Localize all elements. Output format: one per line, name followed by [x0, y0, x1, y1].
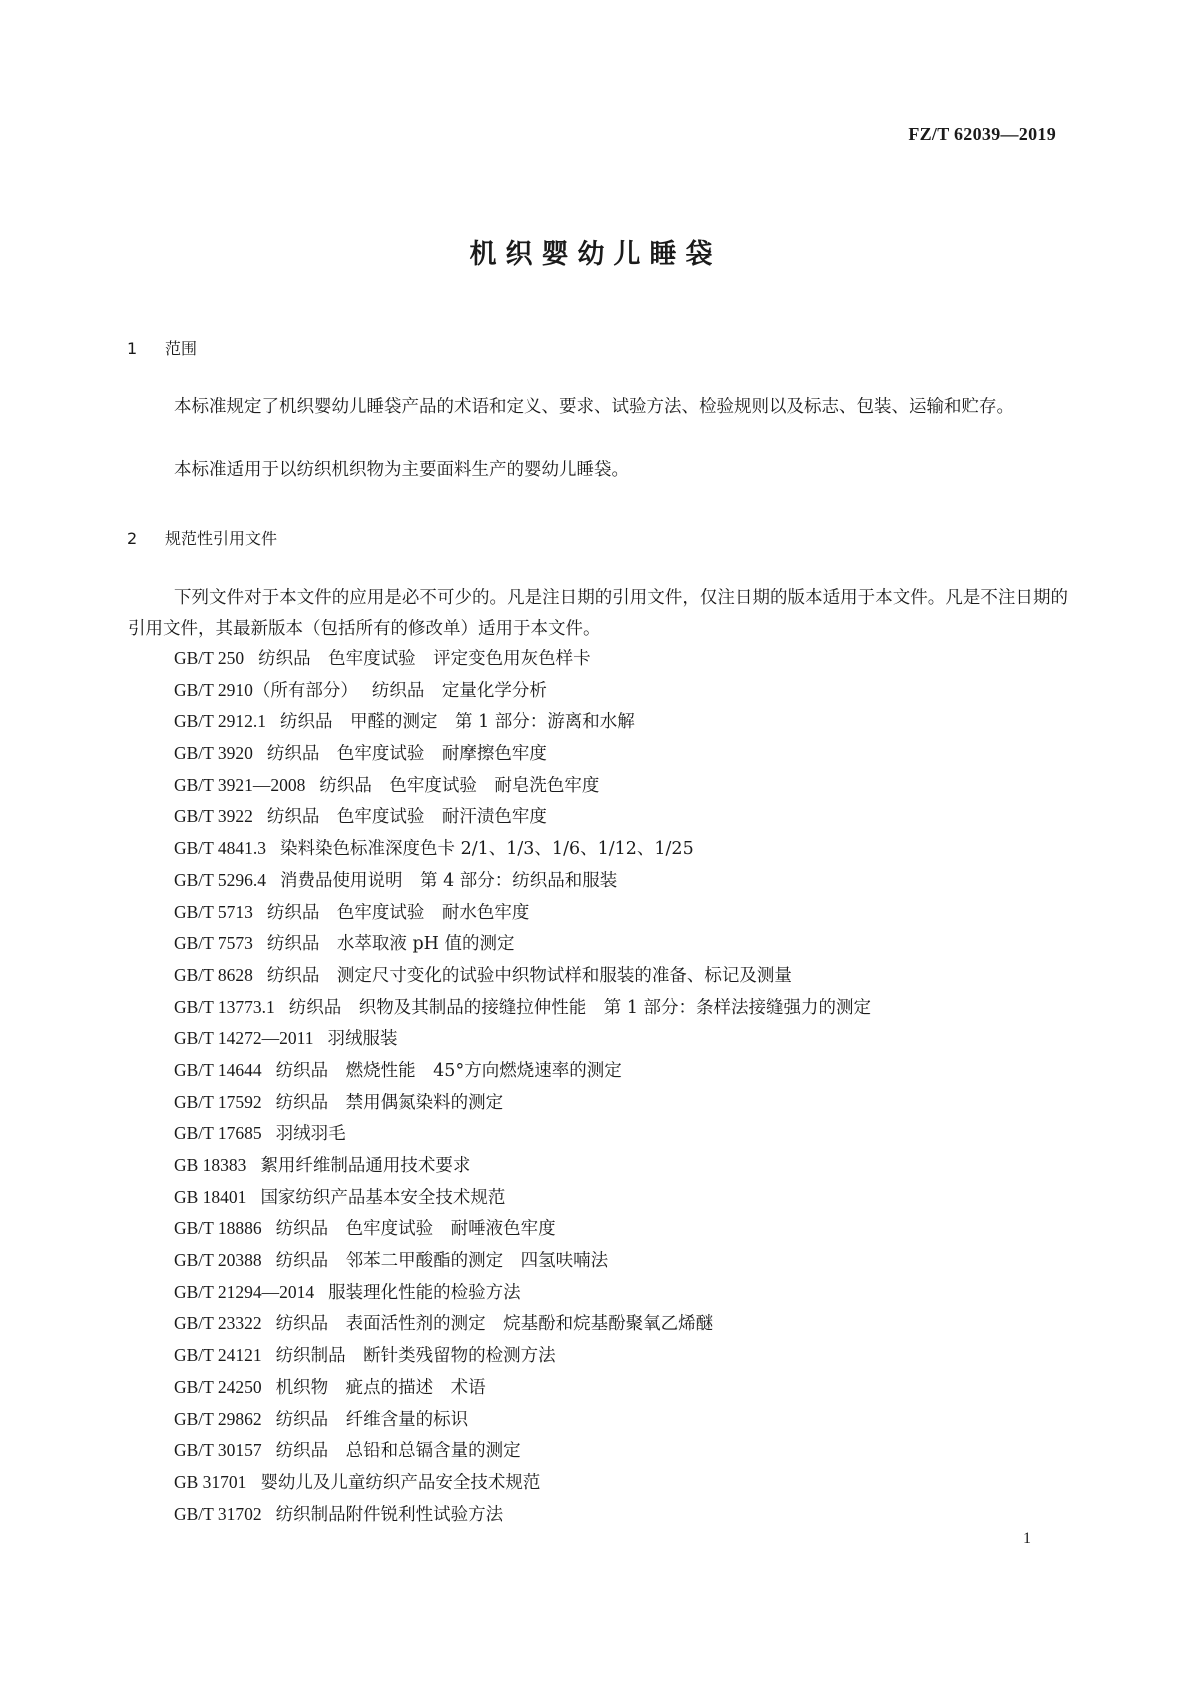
reference-item — [174, 960, 871, 992]
reference-code: GB/T 2912.1 — [174, 711, 267, 732]
reference-title: 染料染色标准深度色卡 2/1、1/3、1/6、1/12、1/25 — [280, 839, 694, 860]
reference-title: 纺织品 色牢度试验 评定变色用灰色样卡 — [258, 649, 591, 669]
reference-item — [174, 865, 871, 897]
section-number: 1 — [127, 339, 138, 358]
section-number: 2 — [127, 529, 138, 548]
reference-code: GB/T 5296.4 — [174, 869, 267, 890]
reference-code: GB/T 14644 — [174, 1059, 262, 1080]
reference-title: 纺织品 燃烧性能 45°方向燃烧速率的测定 — [275, 1060, 622, 1081]
reference-item — [174, 1435, 871, 1467]
reference-code: GB/T 3920 — [174, 743, 253, 764]
reference-code: GB/T 24250 — [174, 1376, 262, 1397]
references-intro-paragraph: 下列文件对于本文件的应用是必不可少的。凡是注日期的引用文件，仅注日期的版本适用于本文件。凡是不注日期的引用文件，其最新版本（包括所有的修改单）适用于本文件。 — [128, 588, 1068, 639]
reference-code: GB/T 21294—2014 — [174, 1281, 315, 1302]
reference-title: 纺织品 甲醛的测定 第 1 部分：游离和水解 — [280, 712, 635, 733]
reference-code: GB 18383 — [174, 1155, 247, 1175]
reference-title: 消费品使用说明 第 4 部分：纺织品和服装 — [280, 870, 618, 891]
reference-item — [174, 992, 871, 1024]
reference-item — [174, 1055, 871, 1087]
reference-title: 服装理化性能的检验方法 — [328, 1282, 521, 1303]
reference-title: 絮用纤维制品通用技术要求 — [260, 1156, 471, 1176]
reference-item — [174, 1499, 871, 1531]
reference-code: GB 18401 — [174, 1186, 247, 1207]
reference-title: 羽绒服装 — [327, 1029, 398, 1050]
reference-code: GB/T 4841.3 — [174, 838, 267, 859]
reference-title: 纺织品 织物及其制品的接缝拉伸性能 第 1 部分：条样法接缝强力的测定 — [288, 997, 872, 1018]
page-number: 1 — [1023, 1530, 1031, 1547]
reference-code: GB/T 8628 — [174, 964, 253, 985]
reference-code: GB/T 20388 — [174, 1250, 262, 1271]
reference-item — [174, 770, 871, 802]
reference-code: GB/T 3922 — [174, 806, 253, 827]
standard-code: FZ/T 62039—2019 — [908, 124, 1056, 144]
reference-title: 纺织品 色牢度试验 耐水色牢度 — [266, 902, 530, 923]
reference-item — [174, 801, 871, 833]
reference-code: GB/T 3921—2008 — [174, 774, 306, 795]
reference-item — [174, 1340, 871, 1372]
reference-code: GB/T 14272—2011 — [174, 1028, 314, 1049]
reference-code: GB/T 5713 — [174, 901, 253, 922]
reference-item — [174, 928, 871, 960]
reference-title: 纺织品 禁用偶氮染料的测定 — [275, 1092, 504, 1113]
reference-title: 纺织品 总铅和总镉含量的测定 — [275, 1441, 521, 1462]
reference-title: 纺织品 色牢度试验 耐唾液色牢度 — [275, 1219, 556, 1240]
reference-title: 机织物 疵点的描述 术语 — [275, 1377, 486, 1398]
reference-title: 国家纺织产品基本安全技术规范 — [260, 1187, 506, 1208]
section-heading-normative-references — [127, 526, 277, 549]
reference-code: GB/T 2910（所有部分） — [174, 679, 358, 700]
reference-code: GB/T 31702 — [174, 1503, 262, 1524]
reference-item — [174, 1404, 871, 1436]
reference-item — [174, 1150, 871, 1182]
document-title: 机织婴幼儿睡袋 — [469, 239, 722, 270]
reference-title: 纺织品 邻苯二甲酸酯的测定 四氢呋喃法 — [275, 1251, 609, 1272]
reference-item — [174, 1118, 871, 1150]
reference-title: 纺织品 表面活性剂的测定 烷基酚和烷基酚聚氧乙烯醚 — [275, 1314, 714, 1335]
reference-item — [174, 643, 871, 675]
reference-code: GB/T 30157 — [174, 1440, 262, 1461]
reference-code: GB/T 13773.1 — [174, 996, 275, 1017]
reference-code: GB/T 250 — [174, 648, 245, 668]
scope-paragraph-2: 本标准适用于以纺织机织物为主要面料生产的婴幼儿睡袋。 — [174, 460, 629, 480]
reference-item — [174, 1467, 871, 1499]
reference-title: 纺织品 色牢度试验 耐皂洗色牢度 — [319, 775, 600, 796]
reference-title: 纺织制品附件锐利性试验方法 — [275, 1504, 504, 1525]
reference-code: GB/T 17685 — [174, 1123, 262, 1144]
reference-item — [174, 1372, 871, 1404]
reference-item — [174, 706, 871, 738]
reference-code: GB 31701 — [174, 1471, 247, 1492]
section-title: 范围 — [165, 339, 198, 358]
reference-code: GB/T 7573 — [174, 933, 253, 954]
reference-title: 纺织品 色牢度试验 耐摩擦色牢度 — [266, 744, 547, 765]
reference-item — [174, 1087, 871, 1119]
reference-item — [174, 1308, 871, 1340]
reference-code: GB/T 17592 — [174, 1091, 262, 1112]
reference-item — [174, 1213, 871, 1245]
reference-code: GB/T 23322 — [174, 1313, 262, 1334]
reference-code: GB/T 24121 — [174, 1345, 262, 1366]
reference-title: 纺织品 测定尺寸变化的试验中织物试样和服装的准备、标记及测量 — [266, 965, 792, 986]
section-title: 规范性引用文件 — [165, 529, 278, 548]
scope-paragraph-1: 本标准规定了机织婴幼儿睡袋产品的术语和定义、要求、试验方法、检验规则以及标志、包装、运输和贮存。 — [174, 397, 1014, 417]
reference-list — [174, 643, 871, 1530]
reference-title: 婴幼儿及儿童纺织产品安全技术规范 — [260, 1472, 541, 1493]
reference-item — [174, 1182, 871, 1214]
reference-item — [174, 1023, 871, 1055]
reference-code: GB/T 18886 — [174, 1218, 262, 1239]
reference-title: 纺织品 定量化学分析 — [371, 680, 547, 701]
reference-title: 纺织品 水萃取液 pH 值的测定 — [266, 934, 515, 955]
reference-item — [174, 833, 871, 865]
reference-item — [174, 1277, 871, 1309]
reference-item — [174, 897, 871, 929]
reference-item — [174, 675, 871, 707]
reference-code: GB/T 29862 — [174, 1408, 262, 1429]
reference-title: 纺织品 色牢度试验 耐汗渍色牢度 — [266, 807, 547, 828]
reference-item — [174, 738, 871, 770]
section-heading-scope — [127, 336, 197, 359]
reference-title: 纺织品 纤维含量的标识 — [275, 1409, 469, 1430]
reference-title: 纺织制品 断针类残留物的检测方法 — [275, 1346, 556, 1367]
reference-item — [174, 1245, 871, 1277]
reference-title: 羽绒羽毛 — [275, 1124, 346, 1145]
